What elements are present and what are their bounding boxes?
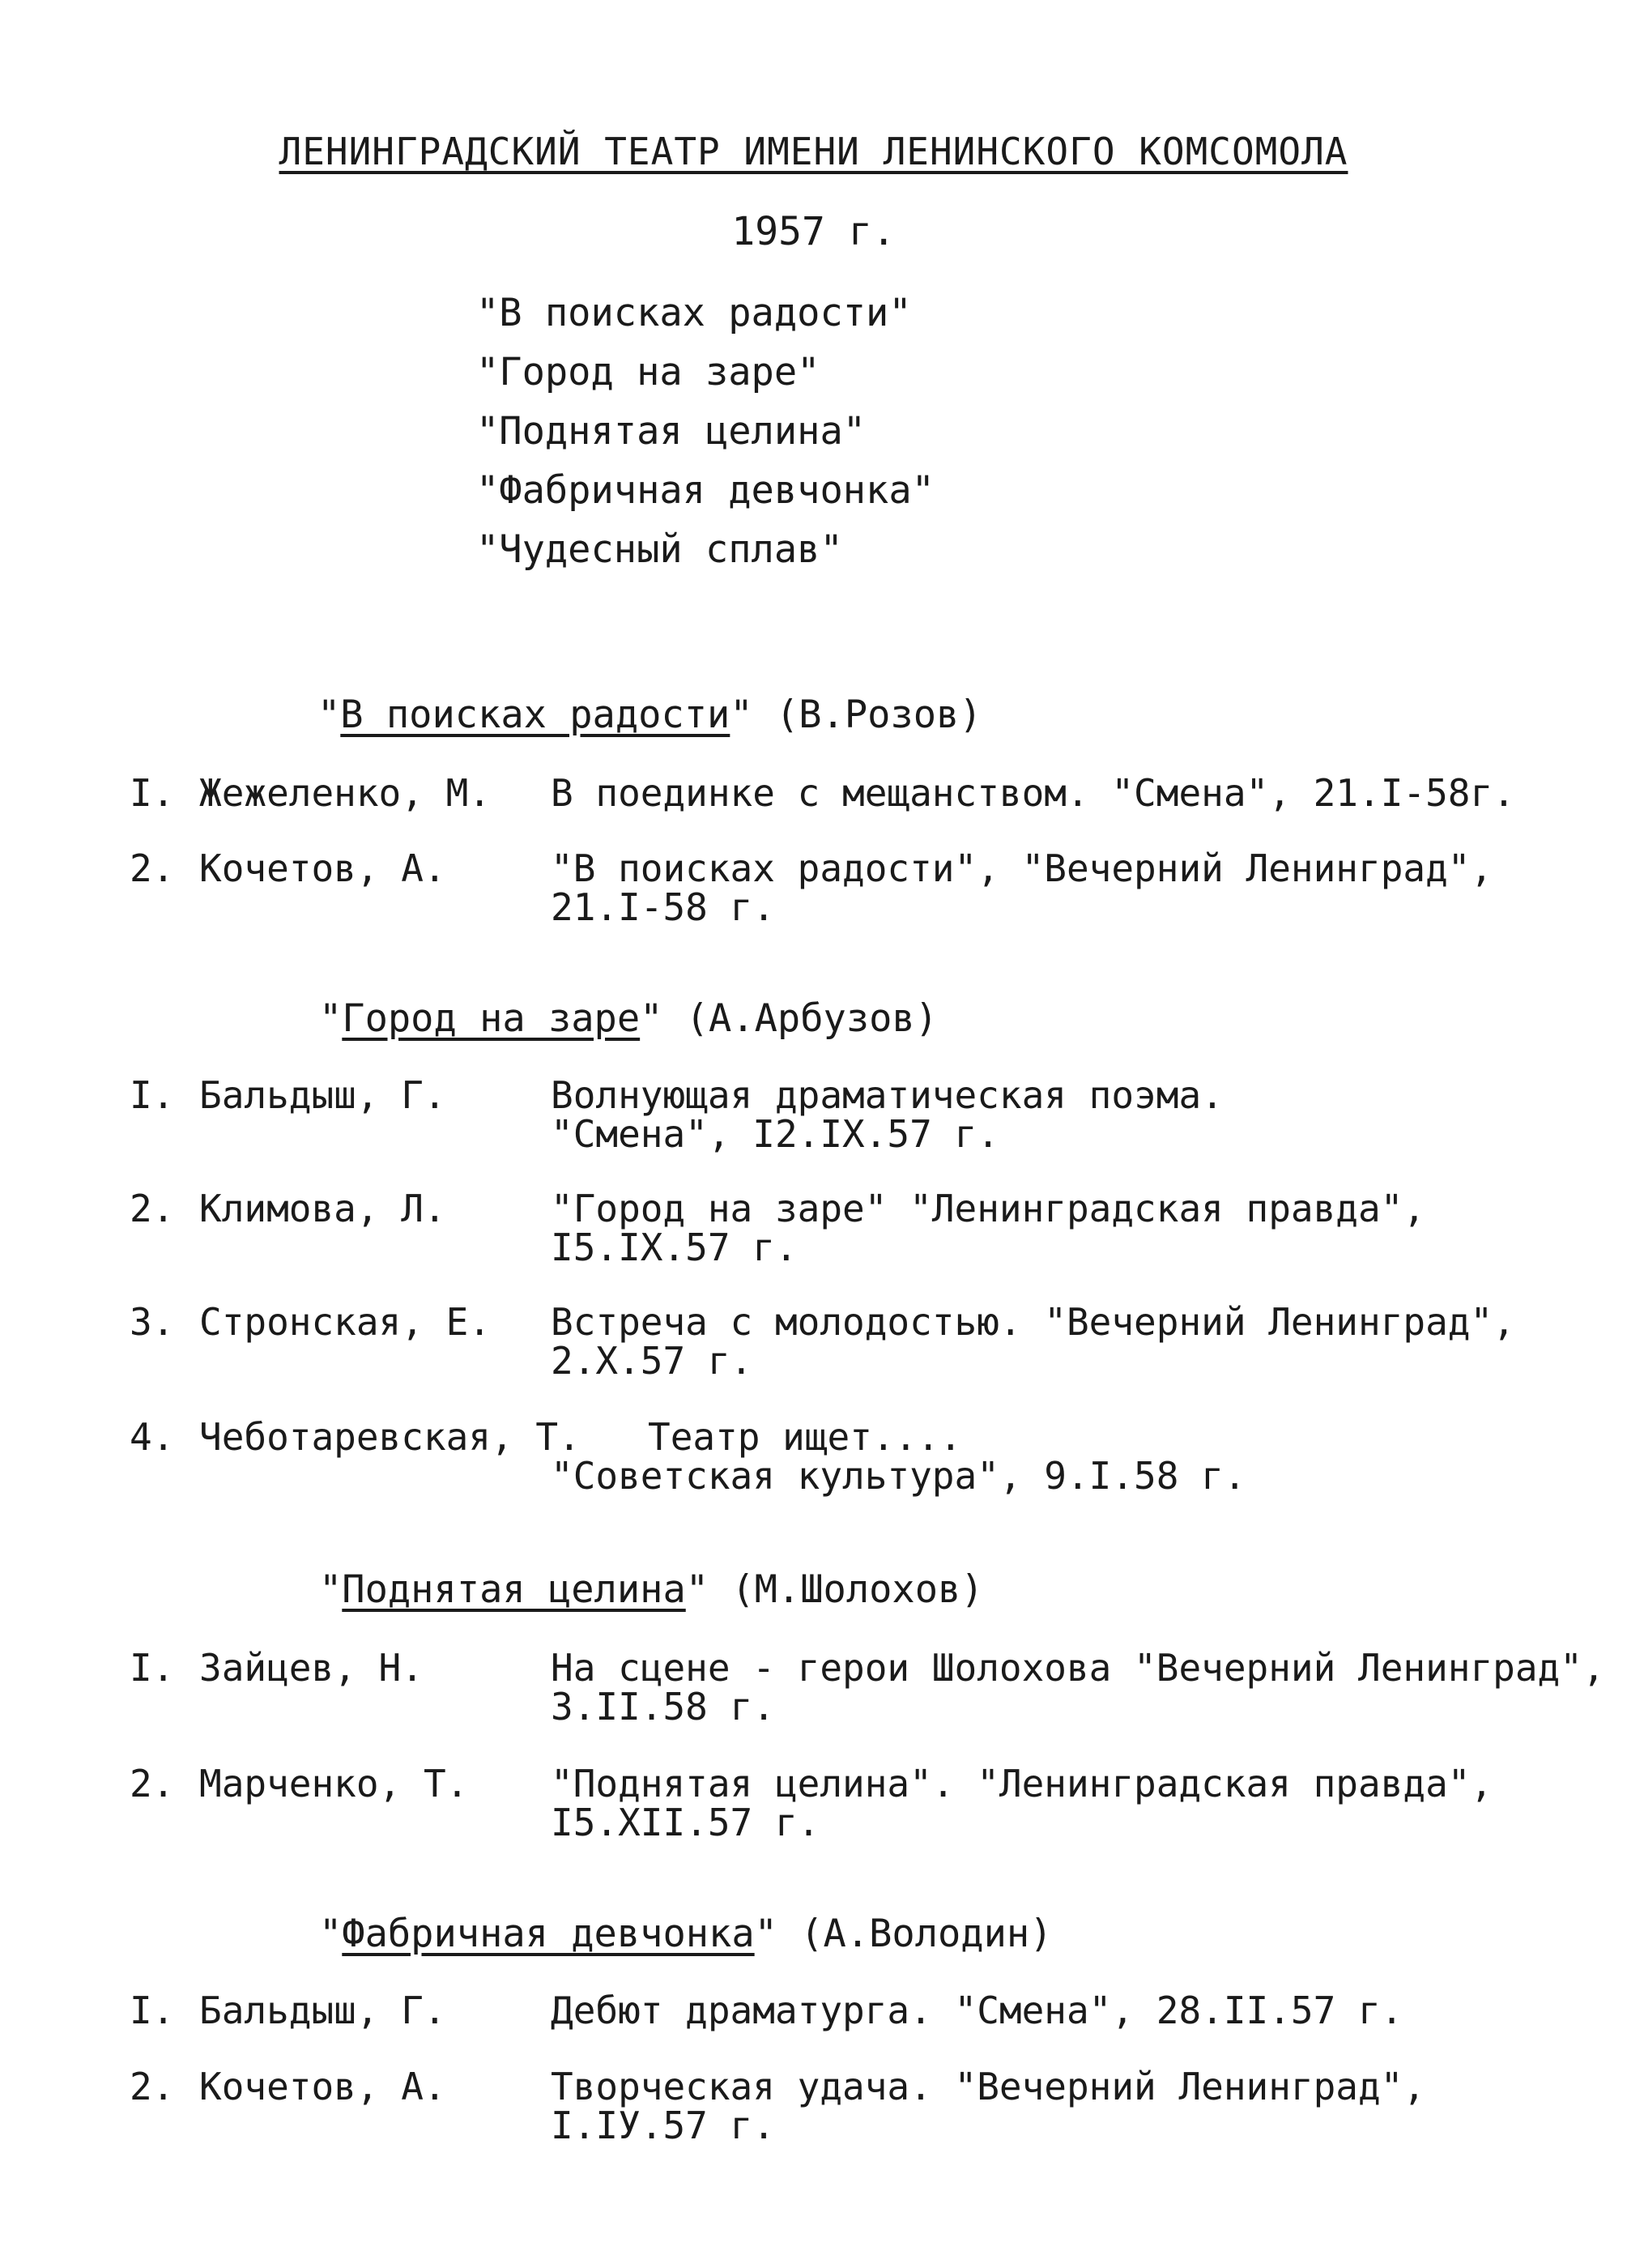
year-heading: 1957 г. (731, 209, 896, 254)
playwright: (В.Розов) (775, 693, 982, 737)
entry-line: "Советская культура", 9.I.58 г. (551, 1454, 1246, 1498)
entry-author: Чеботаревская, Т. (199, 1415, 581, 1459)
entry-number: I. (130, 1646, 175, 1690)
entry-line: "Поднятая целина". "Ленинградская правда", (551, 1762, 1493, 1805)
section-heading (319, 1912, 1053, 1956)
section-heading (317, 693, 982, 737)
quote-open: " (317, 693, 341, 737)
entry-author: Марченко, Т. (199, 1762, 469, 1805)
entry-number: 2. (130, 846, 175, 890)
entry-line: I5.XII.57 г. (551, 1801, 820, 1844)
entry-text (551, 1764, 1493, 1842)
playwright: (А.Арбузов) (685, 996, 939, 1041)
play-title: Город на заре (342, 996, 641, 1041)
entry-line: 21.I-58 г. (551, 885, 775, 929)
entry-text (551, 1991, 1403, 2030)
entry-line: Творческая удача. "Вечерний Ленинград", (551, 2065, 1426, 2108)
section-heading (319, 996, 938, 1041)
entry-line: "Город на заре" "Ленинградская правда", (551, 1187, 1426, 1230)
entry-number: 4. (130, 1415, 175, 1459)
entry-line: На сцене - герои Шолохова "Вечерний Ленинград", (551, 1646, 1605, 1690)
entry-number: I. (130, 1989, 175, 2032)
quote-close: " (685, 1567, 709, 1612)
playwright: (М.Шолохов) (731, 1567, 984, 1612)
playwright: (А.Володин) (800, 1912, 1053, 1956)
play-title: В поисках радости (340, 693, 730, 737)
theatre-heading (0, 130, 1627, 173)
entry-text (551, 1189, 1425, 1267)
entry-author: Стронская, Е. (199, 1300, 492, 1344)
entry-text (551, 2067, 1425, 2145)
entry-number: 2. (130, 1187, 175, 1230)
entry-line: Театр ищет.... (648, 1415, 962, 1459)
entry-author: Климова, Л. (199, 1187, 446, 1230)
entry-author: Жежеленко, М. (199, 771, 492, 815)
entry-number: I. (130, 771, 175, 815)
entry-line: 3.II.58 г. (551, 1685, 775, 1729)
section-heading (319, 1567, 984, 1612)
entry-number: 2. (130, 2065, 175, 2108)
entry-line: Дебют драматурга. "Смена", 28.II.57 г. (551, 1989, 1403, 2032)
entry-author: Зайцев, Н. (199, 1646, 424, 1690)
repertoire-list (476, 284, 935, 579)
entry-text (551, 771, 1515, 815)
quote-open: " (319, 996, 343, 1041)
entry-line: Встреча с молодостью. "Вечерний Ленинград", (551, 1300, 1515, 1344)
repertoire-item: "Город на заре" (476, 350, 820, 394)
quote-close: " (640, 996, 663, 1041)
play-title: Поднятая целина (342, 1567, 686, 1612)
quote-open: " (319, 1912, 343, 1956)
entry-line: I.IУ.57 г. (551, 2104, 775, 2147)
entry-number: 3. (130, 1300, 175, 1344)
entry-text (551, 846, 1493, 929)
repertoire-item: "Чудесный сплав" (476, 527, 843, 572)
entry-line: "Смена", I2.IX.57 г. (551, 1112, 999, 1156)
entry-author: Бальдыш, Г. (199, 1989, 446, 2032)
entry-line: Волнующая драматическая поэма. (551, 1073, 1224, 1117)
entry-number: I. (130, 1073, 175, 1117)
entry-line: В поединке с мещанством. "Смена", 21.I-58г. (551, 771, 1515, 815)
repertoire-item: "В поисках радости" (476, 291, 912, 335)
entry-author: Кочетов, А. (199, 846, 446, 890)
quote-close: " (730, 693, 753, 737)
play-title: Фабричная девчонка (342, 1912, 755, 1956)
entry-line: 2.X.57 г. (551, 1339, 753, 1383)
entry-text (551, 1646, 1605, 1729)
entry-author: Кочетов, А. (199, 2065, 446, 2108)
quote-close: " (754, 1912, 777, 1956)
quote-open: " (319, 1567, 343, 1612)
entry-number: 2. (130, 1762, 175, 1805)
entry-text (551, 1415, 1246, 1498)
entry-text (551, 1073, 1224, 1156)
entry-line: I5.IX.57 г. (551, 1226, 798, 1269)
repertoire-item: "Поднятая целина" (476, 409, 867, 454)
entry-text (551, 1300, 1515, 1383)
entry-author: Бальдыш, Г. (199, 1073, 446, 1117)
repertoire-item: "Фабричная девчонка" (476, 468, 935, 513)
theatre-name: ЛЕНИНГРАДСКИЙ ТЕАТР ИМЕНИ ЛЕНИНСКОГО КОМСОМОЛА (279, 130, 1348, 173)
entry-line: "В поисках радости", "Вечерний Ленинград", (551, 846, 1493, 890)
